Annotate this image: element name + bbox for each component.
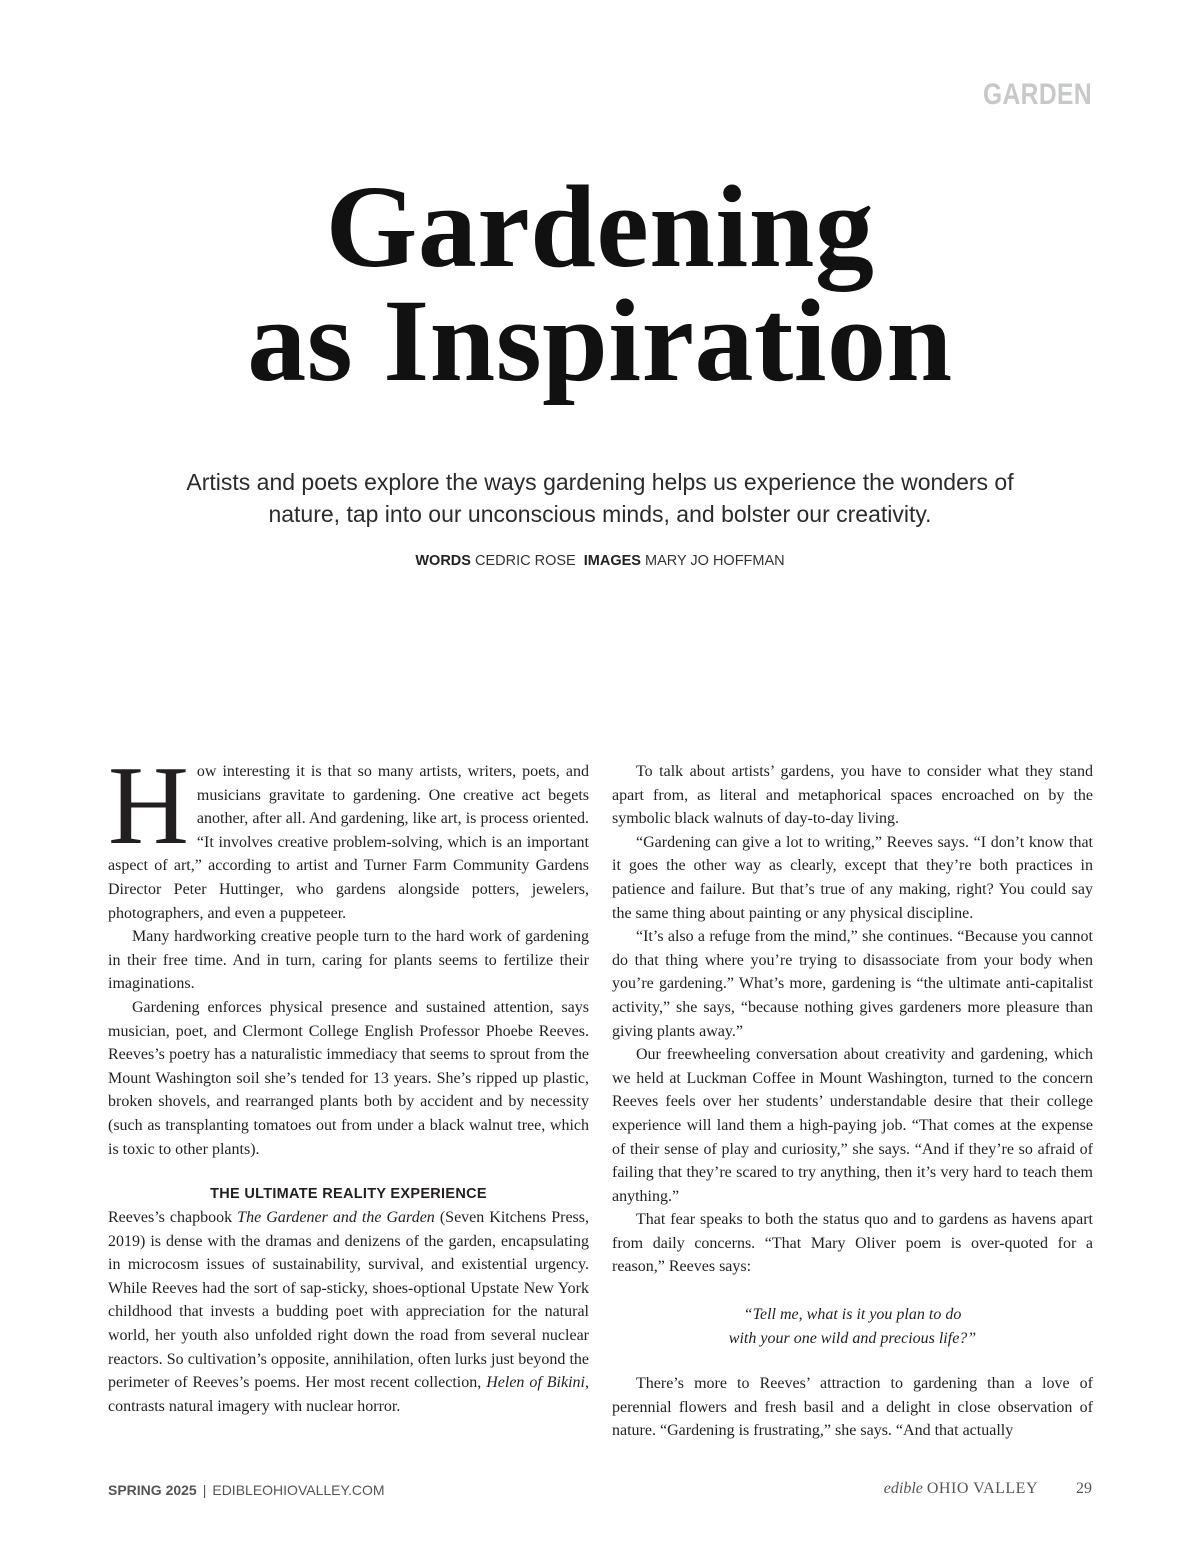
title-line-2: as Inspiration [247,275,953,406]
author-name: CEDRIC ROSE [474,553,576,569]
issue-season: SPRING 2025 [108,1482,197,1498]
footer-right [884,1480,1092,1498]
byline [0,553,1200,569]
poem-quote [612,1303,1093,1350]
body-paragraph: Gardening enforces physical presence and sustained attention, says musician, poet, and Clermont College English Professor Phoebe Reeves. Reeves’s poetry has a naturalistic immediacy that seems to sprout from the Mount Washington soil she’s tended for 13 years. She’s ripped up plastic, broken shovels, and rearranged plants both by accident and by necessity (such as transplanting tomatoes out from under a black walnut tree, which is toxic to other plants). [108,998,589,1158]
paragraph-text: Reeves’s chapbook [108,1209,238,1227]
publication-name: OHIO VALLEY [926,1480,1038,1497]
body-paragraph: Many hardworking creative people turn to the hard work of gardening in their free time. And in turn, caring for plants seems to fertilize their imaginations. [108,928,589,993]
photographer-name: MARY JO HOFFMAN [645,553,785,569]
drop-cap: H [108,744,189,868]
paragraph-text: ow interesting it is that so many artists, writers, poets, and musicians gravitate to gardening. One creative act begets another, after all. And gardening, like art, is process oriented. “It involves creative problem-solving, which is an important aspect of art,” according to artist and Turner Farm Community Gardens Director Peter Huttinger, who gardens alongside potters, jewelers, photographers, and even a puppeteer. [108,763,589,922]
body-paragraph: “It’s also a refuge from the mind,” she continues. “Because you cannot do that thing where you’re trying to disassociate from your body when you’re gardening.” What’s more, gardening is “the ultimate anti-capitalist activity,” she says, “because nothing gives gardeners more pleasure than giving plants away.” [612,928,1093,1040]
section-subhead: THE ULTIMATE REALITY EXPERIENCE [210,1186,487,1203]
words-label: WORDS [415,553,471,569]
article-title [0,161,1200,406]
body-paragraph: There’s more to Reeves’ attraction to gardening than a love of perennial flowers and fresh basil and a delight in close observation of nature. “Gardening is frustrating,” she says. “And that actually [612,1375,1093,1440]
body-paragraph [108,744,589,925]
body-paragraph: To talk about artists’ gardens, you have to consider what they stand apart from, as literal and metaphorical spaces encroached on by the symbolic black walnuts of day-to-day living. [612,763,1093,828]
body-paragraph: Our freewheeling conversation about creativity and gardening, which we held at Luckman Coffee in Mount Washington, turned to the concern Reeves feels over her students’ understandable desire that their college experience will land them a high-paying job. “That comes at the expense of their sense of play and curiosity,” she says. “And if they’re so afraid of failing that they’re scared to try anything, then it’s very hard to teach them anything.” [612,1046,1093,1205]
paragraph-text: (Seven Kitchens Press, 2019) is dense with the dramas and denizens of the garden, encapsulating in microcosm issues of sustainability, survival, and existential urgency. While Reeves had the sort of sap-sticky, shoes-optional Upstate New York childhood that invests a budding poet with appreciation for the natural world, her youth also unfolded right down the road from several nuclear reactors. So cultivation’s opposite, annihilation, often lurks just beyond the perimeter of Reeves’s poems. Her most recent collection, [108,1209,590,1392]
book-title: The Gardener and the Garden [237,1209,435,1227]
images-label: IMAGES [583,553,641,569]
quote-line: with your one wild and precious life?” [728,1329,977,1347]
website-link[interactable]: EDIBLEOHIOVALLEY.COM [212,1482,385,1498]
body-paragraph: “Gardening can give a lot to writing,” Reeves says. “I don’t know that it goes the other way as clearly, except that they’re both practices in patience and failure. But that’s true of any making, right? You could say the same thing about painting or any physical discipline. [612,833,1093,922]
quote-line: “Tell me, what is it you plan to do [743,1306,962,1324]
section-label: GARDEN [982,78,1092,111]
dek-line-2: nature, tap into our unconscious minds, and bolster our creativity. [268,501,932,527]
left-column [108,744,590,1418]
brand-name: edible [883,1480,923,1497]
page-footer [108,1480,1092,1504]
body-paragraph: That fear speaks to both the status quo and to gardens as havens apart from daily concerns. “That Mary Oliver poem is over-quoted for a reason,” Reeves says: [612,1211,1093,1276]
footer-separator: | [202,1482,207,1498]
dek-line-1: Artists and poets explore the ways gardening helps us experience the wonders of [186,469,1014,495]
body-paragraph [108,1206,589,1418]
article-dek [0,466,1200,530]
paragraph-text: , contrasts natural imagery with nuclear horror. [108,1374,589,1415]
page-number: 29 [1076,1480,1092,1497]
title-line-1: Gardening [325,161,875,292]
book-title: Helen of Bikini [486,1374,585,1392]
right-column [612,760,1093,1443]
footer-left [108,1482,385,1498]
